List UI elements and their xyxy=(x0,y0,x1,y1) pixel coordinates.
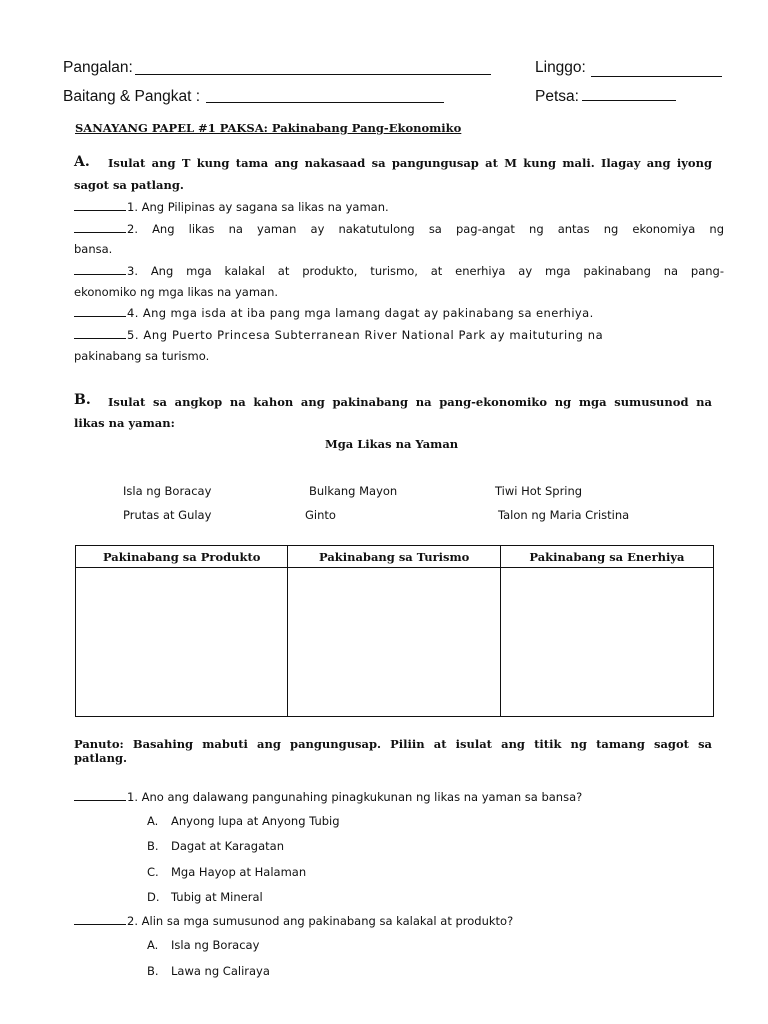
answer-blank[interactable] xyxy=(74,221,126,233)
list-item: 3. Ang mga kalakal at produkto, turismo, at enerhiya ay mga pakinabang na pang- xyxy=(74,263,724,278)
resource-item: Ginto xyxy=(305,508,336,522)
date-field[interactable] xyxy=(582,100,676,101)
choice-item: A. Anyong lupa at Anyong Tubig xyxy=(147,814,340,828)
question-item: 2. Alin sa mga sumusunod ang pakinabang sa kalakal at produkto? xyxy=(74,913,724,928)
name-label: Pangalan: xyxy=(63,59,133,76)
section-c-instruction-cont: patlang. xyxy=(74,751,128,765)
week-field[interactable] xyxy=(591,76,722,77)
section-a-instruction: Isulat ang T kung tama ang nakasaad sa pangungusap at M kung mali. Ilagay ang iyong xyxy=(108,156,712,170)
answer-blank[interactable] xyxy=(74,199,126,211)
section-b-instruction-cont: likas na yaman: xyxy=(74,416,175,430)
list-item-cont: bansa. xyxy=(74,242,113,256)
choice-item: D. Tubig at Mineral xyxy=(147,890,263,904)
answer-blank[interactable] xyxy=(74,327,126,339)
choice-item: A. Isla ng Boracay xyxy=(147,938,260,952)
answer-cell-turismo[interactable] xyxy=(288,568,500,717)
resource-item: Tiwi Hot Spring xyxy=(495,484,583,498)
choice-item: B. Dagat at Karagatan xyxy=(147,839,284,853)
list-item-cont: ekonomiko ng mga likas na yaman. xyxy=(74,285,279,299)
question-item: 1. Ano ang dalawang pangunahing pinagkukunan ng likas na yaman sa bansa? xyxy=(74,789,724,804)
list-item: 4. Ang mga isda at iba pang mga lamang dagat ay pakinabang sa enerhiya. xyxy=(74,305,724,320)
name-field[interactable] xyxy=(135,74,491,75)
choice-item: C. Mga Hayop at Halaman xyxy=(147,865,307,879)
answer-table xyxy=(75,545,714,717)
answer-cell-enerhiya[interactable] xyxy=(500,568,713,717)
list-item: 5. Ang Puerto Princesa Subterranean River National Park ay maituturing na xyxy=(74,327,724,342)
answer-blank[interactable] xyxy=(74,913,126,925)
section-c-instruction: Panuto: Basahing mabuti ang pangungusap. Piliin at isulat ang titik ng tamang sagot sa xyxy=(74,737,712,751)
grade-label: Baitang & Pangkat : xyxy=(63,88,201,105)
resource-item: Prutas at Gulay xyxy=(123,508,212,522)
resource-item: Bulkang Mayon xyxy=(309,484,398,498)
section-a-letter: A. xyxy=(74,154,90,170)
answer-blank[interactable] xyxy=(74,263,126,275)
resources-subtitle: Mga Likas na Yaman xyxy=(325,437,459,451)
list-item: 1. Ang Pilipinas ay sagana sa likas na yaman. xyxy=(74,199,724,214)
table-header-turismo: Pakinabang sa Turismo xyxy=(288,546,500,568)
resource-item: Isla ng Boracay xyxy=(123,484,212,498)
section-b-instruction: Isulat sa angkop na kahon ang pakinabang na pang-ekonomiko ng mga sumusunod na xyxy=(108,395,712,409)
list-item-cont: pakinabang sa turismo. xyxy=(74,349,210,363)
section-a-instruction-cont: sagot sa patlang. xyxy=(74,178,184,192)
section-b-letter: B. xyxy=(74,392,91,408)
answer-blank[interactable] xyxy=(74,789,126,801)
table-header-enerhiya: Pakinabang sa Enerhiya xyxy=(500,546,713,568)
list-item: 2. Ang likas na yaman ay nakatutulong sa pag-angat ng antas ng ekonomiya ng xyxy=(74,221,724,236)
page-title: SANAYANG PAPEL #1 PAKSA: Pakinabang Pang-Ekonomiko xyxy=(75,121,462,135)
week-label: Linggo: xyxy=(535,59,586,76)
resource-item: Talon ng Maria Cristina xyxy=(498,508,630,522)
table-header-produkto: Pakinabang sa Produkto xyxy=(76,546,288,568)
answer-blank[interactable] xyxy=(74,305,126,317)
choice-item: B. Lawa ng Caliraya xyxy=(147,964,270,978)
date-label: Petsa: xyxy=(535,88,579,105)
grade-field[interactable] xyxy=(206,102,444,103)
answer-cell-produkto[interactable] xyxy=(76,568,288,717)
